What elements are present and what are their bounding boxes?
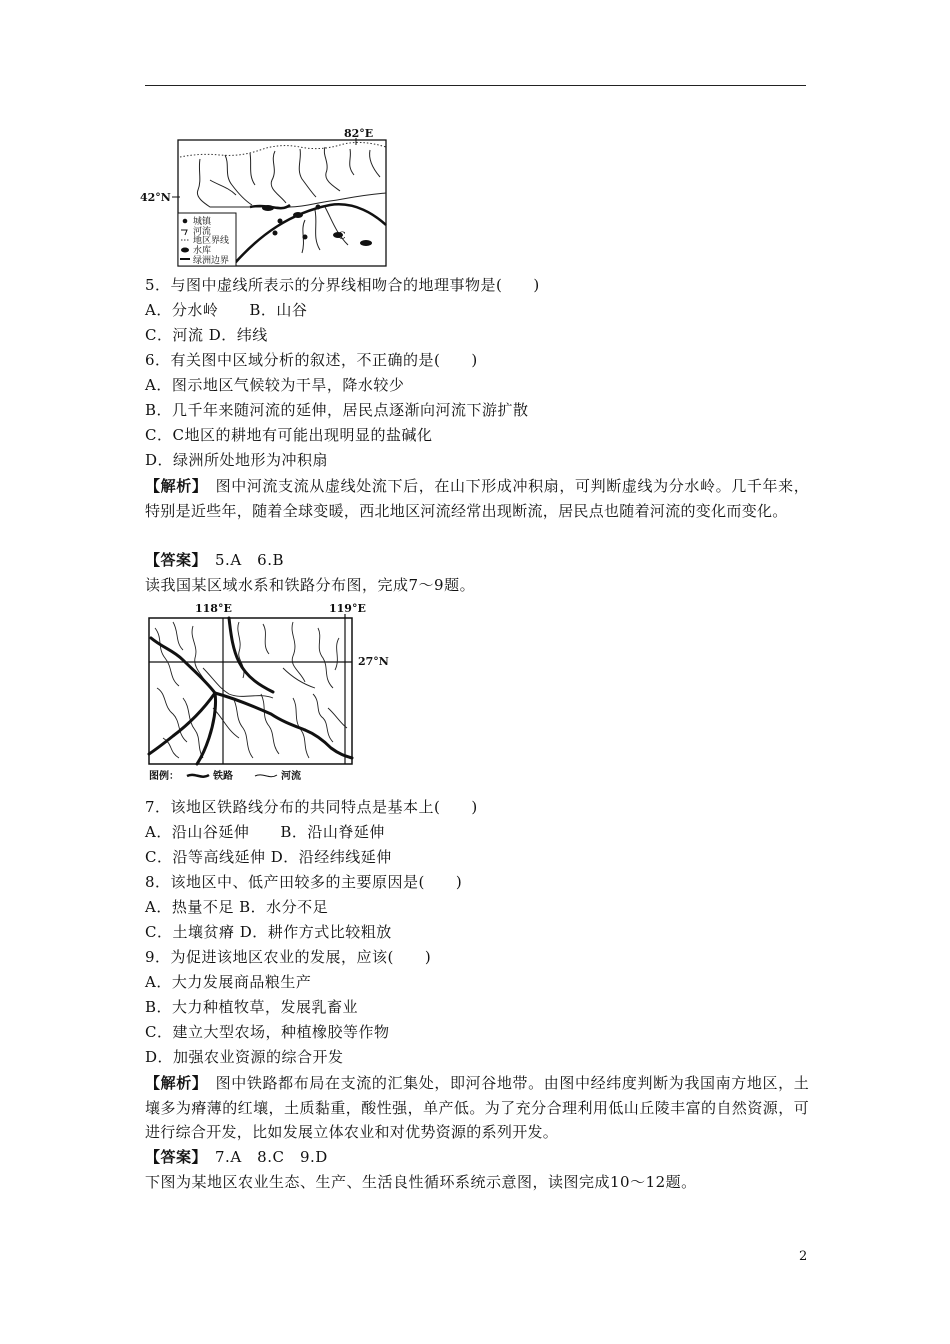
figure1-lon-label: 82°E [344,127,374,140]
q7-options-cd: C．沿等高线延伸 D．沿经纬线延伸 [145,848,392,866]
figure2-legend-river: 河流 [281,771,301,782]
analysis-1 [145,474,809,523]
page-number: 2 [799,1249,808,1264]
oasis-map-figure [140,125,400,270]
q9-option-d: D．加强农业资源的综合开发 [145,1048,344,1066]
q9-option-c: C．建立大型农场，种植橡胶等作物 [145,1023,390,1041]
q9-stem: 9．为促进该地区农业的发展，应该( ) [145,948,432,966]
answer-2-text: 7.A 8.C 9.D [199,1148,328,1166]
analysis-1-tag: 【解析】 [145,477,200,495]
answer-1-text: 5.A 6.B [199,551,284,569]
rail-river-map-figure [143,598,393,788]
legend-boundary: 地区界线 [193,236,230,246]
q5-options-cd: C．河流 D．纬线 [145,326,268,344]
figure2-lon2-label: 119°E [329,602,366,615]
answer-1-tag: 【答案】 [145,551,200,569]
q6-option-b: B．几千年来随河流的延伸，居民点逐渐向河流下游扩散 [145,401,529,419]
figure2-lon1-label: 118°E [195,602,232,615]
legend-town: 城镇 [193,217,212,227]
figure2-legend-prefix: 图例： [149,771,179,782]
analysis-2-text: 图中铁路都布局在支流的汇集处，即河谷地带。由图中经纬度判断为我国南方地区，土壤多为瘠薄的红壤，土质黏重，酸性强，单产低。为了充分合理利用低山丘陵丰富的自然资源，可进行综合开发，比如发展立体农业和对优势资源的系列开发。 [145,1074,809,1141]
q5-options-ab: A．分水岭 B．山谷 [145,301,308,319]
answer-2-tag: 【答案】 [145,1148,200,1166]
intro-q10-12: 下图为某地区农业生态、生产、生活良性循环系统示意图，读图完成10～12题。 [145,1173,697,1191]
legend-oasis-boundary: 绿洲边界 [193,256,230,266]
figure2-legend-rail: 铁路 [213,771,233,782]
q9-option-a: A．大力发展商品粮生产 [145,973,312,991]
q8-stem: 8．该地区中、低产田较多的主要原因是( ) [145,873,463,891]
q8-options-cd: C．土壤贫瘠 D．耕作方式比较粗放 [145,923,392,941]
q8-options-ab: A．热量不足 B．水分不足 [145,898,329,916]
intro-q7-9: 读我国某区域水系和铁路分布图，完成7～9题。 [145,576,476,594]
analysis-1-text: 图中河流支流从虚线处流下后，在山下形成冲积扇，可判断虚线为分水岭。几千年来，特别是近些年，随着全球变暖，西北地区河流经常出现断流，居民点也随着河流的变化而变化。 [145,477,809,520]
q6-option-a: A．图示地区气候较为干旱，降水较少 [145,376,405,394]
q5-stem: 5．与图中虚线所表示的分界线相吻合的地理事物是( ) [145,276,540,294]
legend-river: 河流 [193,227,212,237]
q7-options-ab: A．沿山谷延伸 B．沿山脊延伸 [145,823,385,841]
analysis-2-tag: 【解析】 [145,1074,200,1092]
q6-stem: 6．有关图中区域分析的叙述，不正确的是( ) [145,351,478,369]
analysis-2 [145,1071,809,1145]
header-rule [145,85,806,86]
figure1-c-label: C [338,231,346,242]
legend-reservoir: 水库 [193,246,212,256]
q6-option-d: D．绿洲所处地形为冲积扇 [145,451,329,469]
figure2-lat-label: 27°N [358,655,389,668]
answer-2 [145,1149,328,1166]
q6-option-c: C．C地区的耕地有可能出现明显的盐碱化 [145,426,433,444]
q9-option-b: B．大力种植牧草，发展乳畜业 [145,998,359,1016]
q7-stem: 7．该地区铁路线分布的共同特点是基本上( ) [145,798,478,816]
answer-1 [145,552,284,569]
figure1-lat-label: 42°N [140,191,171,204]
